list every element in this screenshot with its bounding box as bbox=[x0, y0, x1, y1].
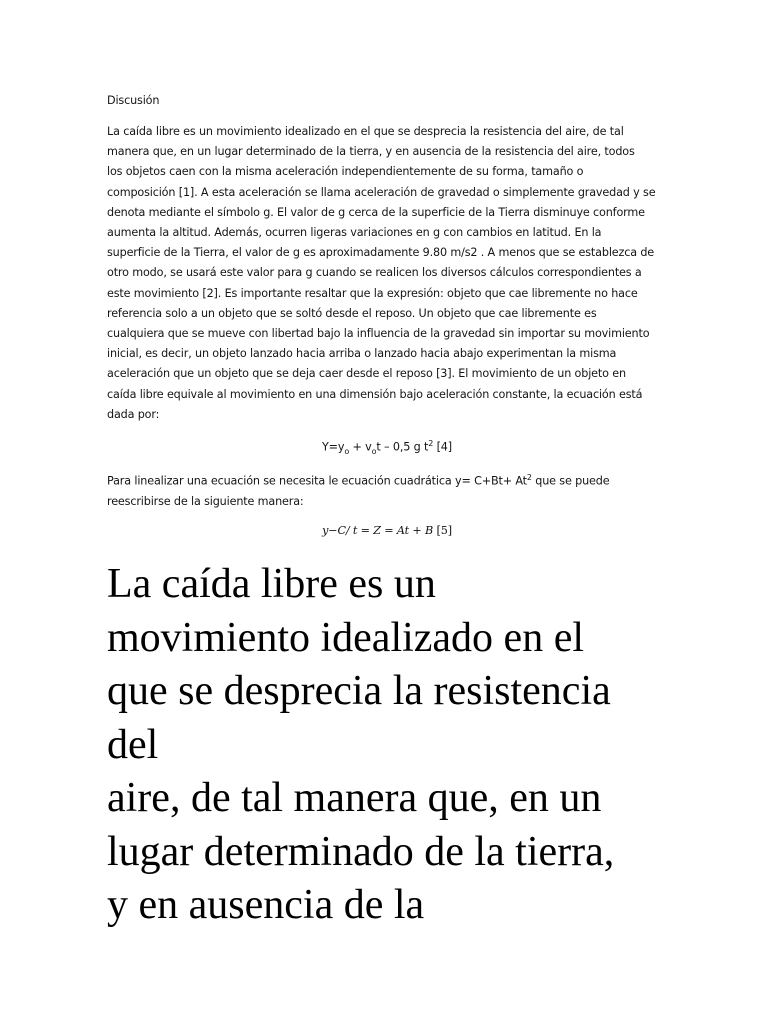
paragraph-line: cualquiera que se mueve con libertad bajo la influencia de la gravedad sin importar su movimiento bbox=[107, 327, 650, 341]
equation-text: + v bbox=[349, 440, 372, 454]
paragraph-line: los objetos caen con la misma aceleración independientemente de su forma, tamaño o bbox=[107, 165, 584, 179]
equation-text: Y=y bbox=[321, 440, 345, 454]
paragraph-line: caída libre equivale al movimiento en una dimensión bajo aceleración constante, la ecuación está bbox=[107, 387, 643, 401]
paragraph-line: reescribirse de la siguiente manera: bbox=[107, 494, 304, 508]
large-text-line: y en ausencia de la bbox=[107, 882, 425, 928]
paragraph-superscript: 2 bbox=[526, 473, 532, 482]
paragraph-line: La caída libre es un movimiento idealizado en el que se desprecia la resistencia del aire, de tal bbox=[107, 125, 624, 138]
large-text-line: movimiento idealizado en el bbox=[107, 614, 585, 661]
linearized-equation bbox=[107, 521, 667, 541]
free-fall-equation bbox=[107, 434, 667, 462]
equation-text: y−C/ t = Z = At + B bbox=[322, 524, 437, 537]
equation-reference: [5] bbox=[436, 524, 452, 537]
equation-subscript: o bbox=[344, 446, 350, 456]
large-text-line: que se desprecia la resistencia bbox=[107, 668, 611, 714]
paragraph-line: superficie de la Tierra, el valor de g es aproximadamente 9.80 m/s2 . A menos que se establezca de bbox=[107, 246, 655, 260]
paragraph-text: Para linealizar una ecuación se necesita le ecuación cuadrática y= C+Bt+ At bbox=[107, 474, 527, 488]
paragraph-line: referencia solo a un objeto que se soltó desde el reposo. Un objeto que cae libremente es bbox=[107, 306, 597, 320]
paragraph-line bbox=[107, 468, 667, 492]
paragraph-text: que se puede bbox=[531, 474, 610, 488]
paragraph-line: denota mediante el símbolo g. El valor de g cerca de la superficie de la Tierra disminuye conforme bbox=[107, 205, 645, 219]
paragraph-line: aumenta la altitud. Además, ocurren ligeras variaciones en g con cambios en latitud. En la bbox=[107, 226, 602, 240]
equation-text: t – 0,5 g t bbox=[376, 440, 429, 454]
large-text-line: aire, de tal manera que, en un bbox=[107, 775, 602, 821]
paragraph-line: aceleración que un objeto que se deja caer desde el reposo [3]. El movimiento de un objeto en bbox=[107, 367, 626, 381]
paragraph-line: manera que, en un lugar determinado de la tierra, y en ausencia de la resistencia del aire, todos bbox=[107, 145, 635, 159]
paragraph-line: inicial, es decir, un objeto lanzado hacia arriba o lanzado hacia abajo experimentan la misma bbox=[107, 347, 617, 361]
section-heading: Discusión bbox=[107, 94, 160, 107]
large-text-block bbox=[107, 558, 707, 933]
large-text-line: del bbox=[107, 721, 159, 768]
equation-superscript: 2 bbox=[428, 439, 434, 448]
equation-reference: [4] bbox=[433, 440, 452, 454]
paragraph-line: dada por: bbox=[107, 407, 160, 421]
linearization-paragraph bbox=[107, 468, 667, 512]
paragraph-line: otro modo, se usará este valor para g cuando se realicen los diversos cálculos correspondientes a bbox=[107, 266, 642, 280]
body-paragraph bbox=[107, 122, 667, 425]
paragraph-line: este movimiento [2]. Es importante resaltar que la expresión: objeto que cae libremente no hace bbox=[107, 286, 638, 300]
paragraph-line: composición [1]. A esta aceleración se llama aceleración de gravedad o simplemente gravedad y se bbox=[107, 185, 656, 199]
large-text-line: La caída libre es un bbox=[107, 561, 436, 607]
large-text-line: lugar determinado de la tierra, bbox=[107, 828, 615, 875]
equation-subscript: o bbox=[371, 446, 377, 456]
